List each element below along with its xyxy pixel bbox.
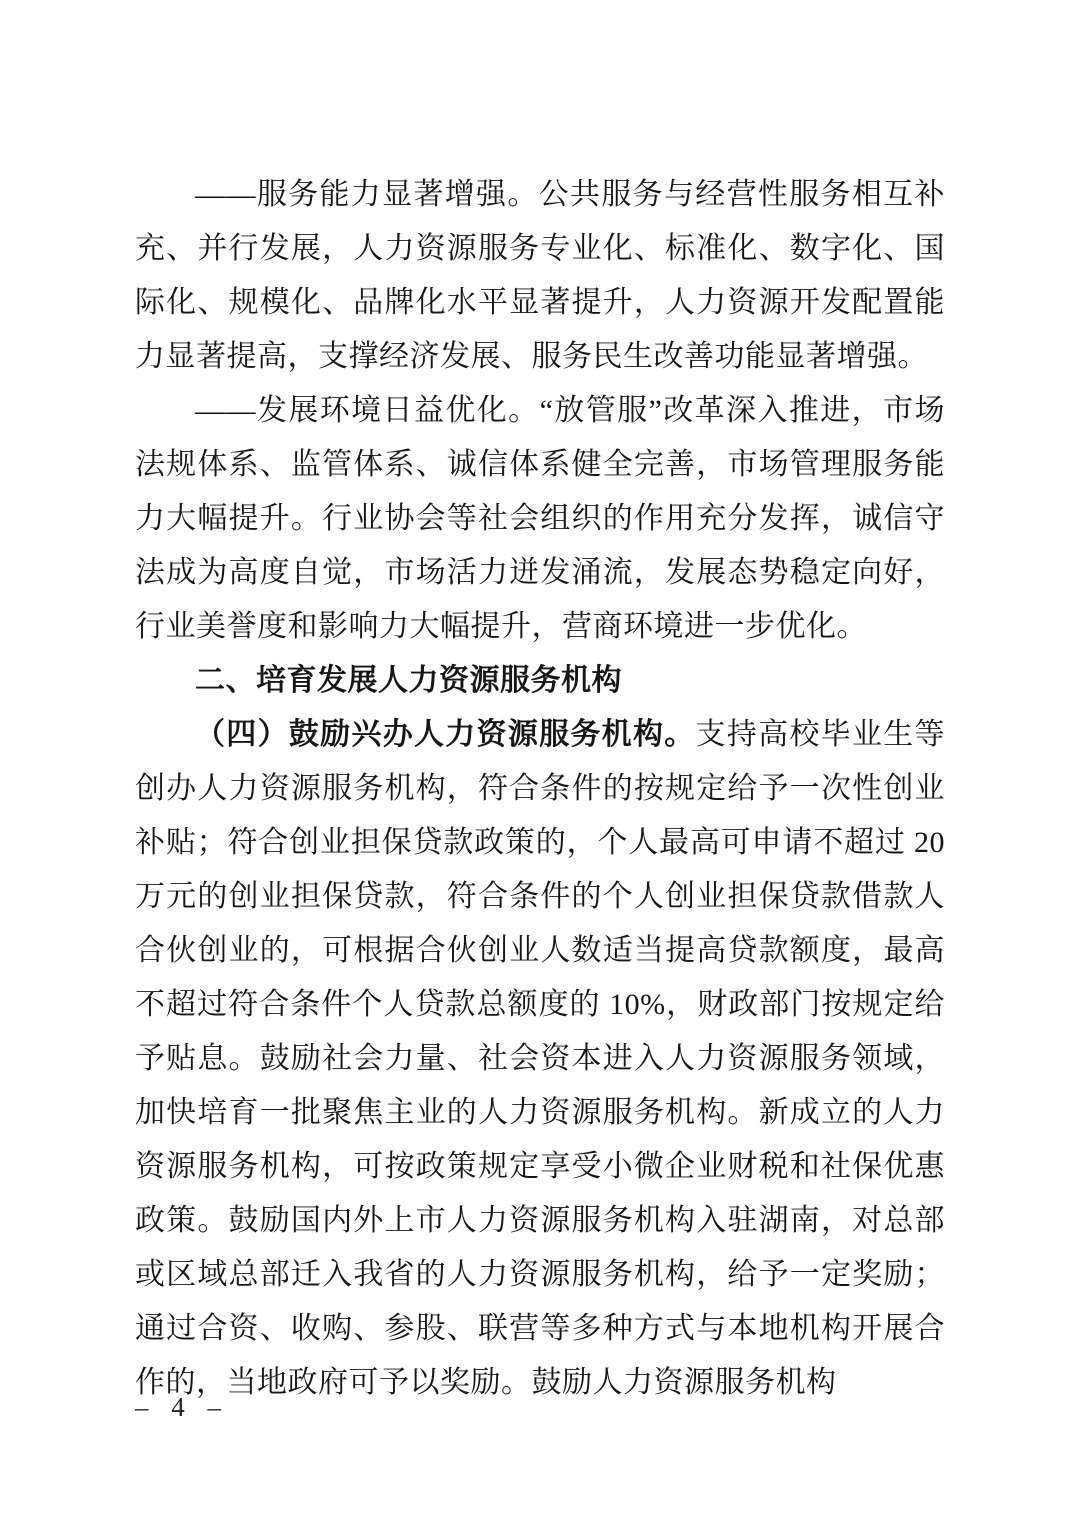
section-heading: 二、培育发展人力资源服务机构: [195, 664, 622, 697]
paragraph: ——服务能力显著增强。公共服务与经营性服务相互补充、并行发展，人力资源服务专业化、标准化、数字化、国际化、规模化、品牌化水平显著提升，人力资源开发配置能力显著提高，支撑经济发展、服务民生改善功能显著增强。: [135, 178, 945, 373]
page-footer: [135, 1392, 229, 1423]
paragraph: （四）鼓励兴办人力资源服务机构。支持高校毕业生等创办人力资源服务机构，符合条件的按规定给予一次性创业补贴；符合创业担保贷款政策的，个人最高可申请不超过 20 万元的创业担保贷款，符合条件的个人创业担保贷款借款人合伙创业的，可根据合伙创业人数适当提高贷款额度，最高不超过符合条件个人贷款总额度的 10%，财政部门按规定给予贴息。鼓励社会力量、社会资本进入人力资源服务领域，加快培育一批聚焦主业的人力资源服务机构。新成立的人力资源服务机构，可按政策规定享受小微企业财税和社保优惠政策。鼓励国内外上市人力资源服务机构入驻湖南，对总部或区域总部迁入我省的人力资源服务机构，给予一定奖励；通过合资、收购、参股、联营等多种方式与本地机构开展合作的，当地政府可予以奖励。鼓励人力资源服务机构: [135, 718, 946, 1399]
paragraph-lead: （四）鼓励兴办人力资源服务机构。: [195, 718, 696, 751]
paragraph: ——发展环境日益优化。“放管服”改革深入推进，市场法规体系、监管体系、诚信体系健全完善，市场管理服务能力大幅提升。行业协会等社会组织的作用充分发挥，诚信守法成为高度自觉，市场活力迸发涌流，发展态势稳定向好，行业美誉度和影响力大幅提升，营商环境进一步优化。: [135, 394, 945, 643]
document-body: [135, 168, 945, 1410]
page-number: – 4 –: [135, 1392, 229, 1422]
